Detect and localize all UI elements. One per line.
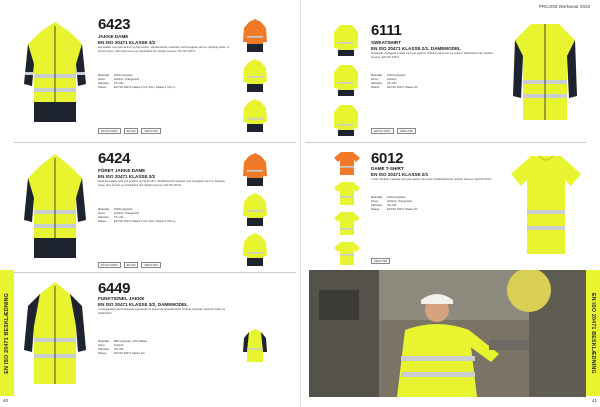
cert-badges: [98, 128, 161, 134]
color-variant-thumbnails: [242, 18, 268, 134]
jacket-image: [20, 14, 90, 132]
cert-badges: [371, 258, 390, 264]
color-variant-thumbnails: [242, 152, 268, 268]
product-specs: Materiale: 100% polyester Farve: Gul/sort, Orange/sort Størrelse: XS–3XL Klasse: EN ISO 20471 Klasse 2/1: [371, 196, 418, 211]
cert-badge: EN ISO 20471: [98, 262, 121, 268]
page-number: 40: [3, 398, 9, 403]
worker-photo: [309, 270, 586, 397]
product-name: FÔRET JAKKE DAME EN ISO 20471 KLASSE 3/2: [98, 168, 156, 179]
product-name: JAKKE DAME EN ISO 20471 KLASSE 3/2: [98, 34, 156, 45]
sweatshirt-front-thumbnail[interactable]: [333, 22, 359, 58]
sweatshirt-side-thumbnail[interactable]: [333, 102, 359, 138]
tshirt-orange-thumbnail[interactable]: [333, 150, 361, 176]
page-number: 41: [591, 398, 597, 403]
product-specs: Materiale: 100% polyester Farve: Gul/sort, Orange/sort Størrelse: XS–3XL Klasse: EN ISO 20471 Klasse 3 (XL–3XL), Klasse 2 (XS–L): [98, 74, 176, 89]
jacket-side-thumbnail[interactable]: [242, 232, 268, 268]
cert-badge: OEKO-TEX: [141, 128, 160, 134]
product-specs: Materiale: 100% polyester Farve: Gul/sort, Orange/sort Størrelse: XS–3XL Klasse: EN ISO 20471 Klasse 3 (XL–3XL), Klasse 2 (XS–L): [98, 208, 176, 223]
product-description: Fôret damejakke med god pasform og høj komfort. Vandafvisende materiale med forseglede sømme. Aftagelig hætte, flere lommer og refleksbånd der opfylder kravene i EN ISO 20471.: [98, 180, 225, 187]
cert-badge: EN ISO 20471: [371, 128, 394, 134]
tshirt-side-thumbnail[interactable]: [333, 240, 361, 266]
product-number: 6012: [371, 150, 404, 167]
cert-badge: EN 343: [124, 128, 139, 134]
product-description: Damejakke med god pasform og høj komfort. Vandafvisende materiale med forseglede sømme. Aftagelig hætte, to lommer foran, indvendig lomme og refleksbånd der opfylder kravene i EN ISO 20471.: [98, 46, 230, 53]
jacket-back-thumbnail[interactable]: [242, 328, 268, 364]
jacket-back-thumbnail[interactable]: [242, 192, 268, 228]
product-name: SWEATSHIRT EN ISO 20471 KLASSE 2/1, DAMEMODEL: [371, 40, 461, 51]
color-variant-thumbnails: [333, 150, 361, 266]
product-description: Sweatshirt i behagelig kvalitet med god pasform. Ribkant ved ærmer og nederst. Refleksbånd der opfylder kravene i EN ISO 20471.: [371, 52, 493, 59]
product-description: Letvægtsjakke med funktionelle egenskaber til krævende arbejdsforhold. Åndbart materiale, justerbar hætte og refleksbånd.: [98, 308, 226, 315]
tshirt-back-thumbnail[interactable]: [333, 210, 361, 236]
functional-jacket-image: [20, 278, 90, 390]
cert-badge: OEKO-TEX: [397, 128, 416, 134]
product-name: DAME T-SHIRT EN ISO 20471 KLASSE 2/1: [371, 166, 429, 177]
product-number: 6423: [98, 16, 131, 33]
jacket-orange-thumbnail[interactable]: [242, 18, 268, 54]
cert-badge: EN ISO 20471: [98, 128, 121, 134]
color-variant-thumbnails: [242, 328, 268, 364]
cert-badges: [98, 262, 161, 268]
tshirt-yellow-thumbnail[interactable]: [333, 180, 361, 206]
cert-badge: EN 343: [124, 262, 139, 268]
product-number: 6424: [98, 150, 131, 167]
product-specs: Materiale: 100% polyester Farve: Gul/sort Størrelse: XS–3XL Klasse: EN ISO 20471 Klasse 2/1: [371, 74, 418, 89]
tshirt-image: [509, 150, 583, 258]
product-number: 6111: [371, 22, 402, 39]
sweatshirt-back-thumbnail[interactable]: [333, 62, 359, 98]
product-specs: Materiale: 88% polyester, 12% elastan Farve: Gul/sort Størrelse: XS–3XL Klasse: EN ISO 20471 Klasse 3/2: [98, 340, 148, 355]
divider: [305, 142, 586, 143]
jacket-side-thumbnail[interactable]: [242, 98, 268, 134]
sweatshirt-image: [509, 16, 581, 128]
jacket-orange-thumbnail[interactable]: [242, 152, 268, 188]
product-description: T-shirt i åndbart materiale med god pasform til kvinder. Refleksbånd der opfylder kravene i EN ISO 20471.: [371, 178, 493, 181]
cert-badge: OEKO-TEX: [141, 262, 160, 268]
divider: [14, 142, 296, 143]
cert-badges: [371, 128, 416, 134]
side-section-label: EN ISO 20471 BESKLÆDNING: [0, 270, 14, 396]
product-number: 6449: [98, 280, 131, 297]
lined-jacket-image: [20, 148, 90, 266]
right-page: [300, 0, 600, 407]
color-variant-thumbnails: [333, 22, 359, 138]
divider: [14, 272, 296, 273]
product-name: FUNKTIONEL JAKKE EN ISO 20471 KLASSE 3/2, DAMEMODEL: [98, 296, 188, 307]
side-section-label: EN ISO 20471 BESKLÆDNING: [586, 270, 600, 396]
catalog-header: PROJOB Workwear 2025: [538, 4, 590, 9]
cert-badge: OEKO-TEX: [371, 258, 390, 264]
jacket-back-thumbnail[interactable]: [242, 58, 268, 94]
